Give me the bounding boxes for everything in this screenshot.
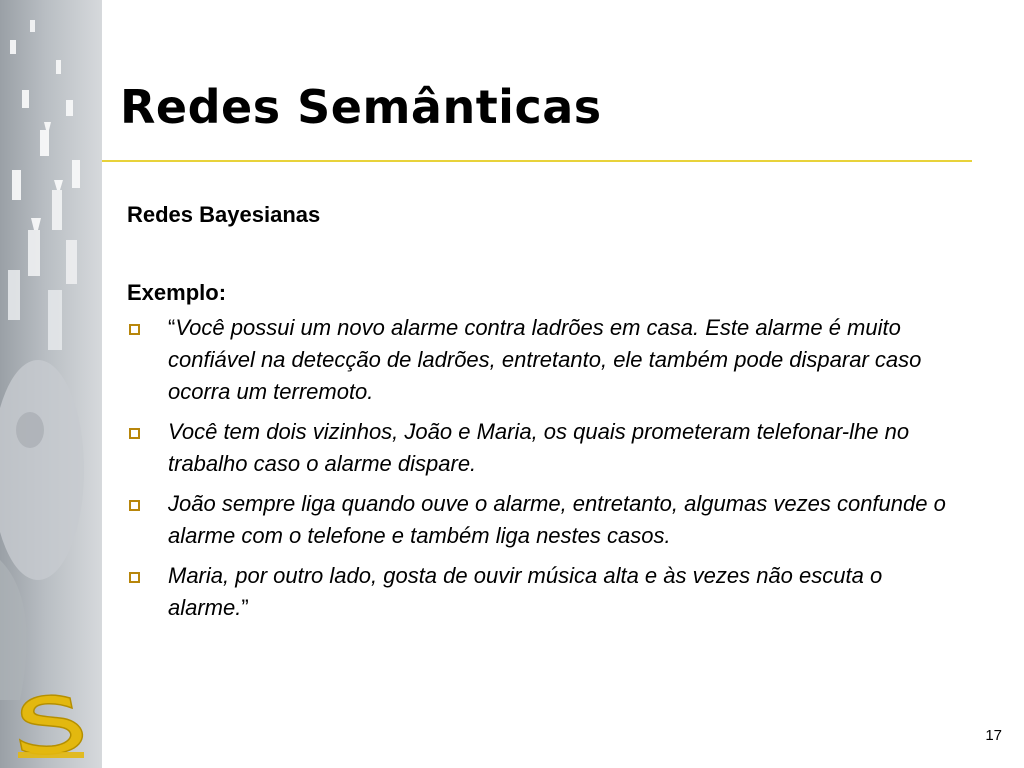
decorative-side-strip [0, 0, 102, 768]
title-underline [102, 160, 972, 162]
bullet-text: Maria, por outro lado, gosta de ouvir música alta e às vezes não escuta o alarme. [168, 563, 883, 620]
bullet-item [127, 312, 968, 408]
hollow-square-bullet-icon [129, 324, 140, 335]
institution-logo-icon [12, 690, 90, 760]
building-silhouette-icon [0, 0, 102, 768]
bullet-item [127, 416, 968, 480]
open-quote: “ [168, 315, 176, 340]
section-heading: Redes Bayesianas [127, 202, 321, 227]
bullet-text: João sempre liga quando ouve o alarme, entretanto, algumas vezes confunde o alarme com o telefone e também liga nestes casos. [168, 491, 946, 548]
bullet-item [127, 488, 968, 552]
slide-title: Redes Semânticas [120, 80, 602, 134]
hollow-square-bullet-icon [129, 500, 140, 511]
hollow-square-bullet-icon [129, 428, 140, 439]
bullet-list [127, 312, 977, 624]
slide-content [127, 200, 977, 632]
page-number: 17 [985, 727, 1002, 744]
hollow-square-bullet-icon [129, 572, 140, 583]
bullet-item [127, 560, 968, 624]
bullet-text: Você tem dois vizinhos, João e Maria, os quais prometeram telefonar-lhe no trabalho caso o alarme dispare. [168, 419, 910, 476]
example-label: Exemplo: [127, 280, 227, 305]
close-quote: ” [241, 595, 249, 620]
bullet-text: Você possui um novo alarme contra ladrões em casa. Este alarme é muito confiável na detecção de ladrões, entretanto, ele também pode disparar caso ocorra um terremoto. [168, 315, 922, 404]
